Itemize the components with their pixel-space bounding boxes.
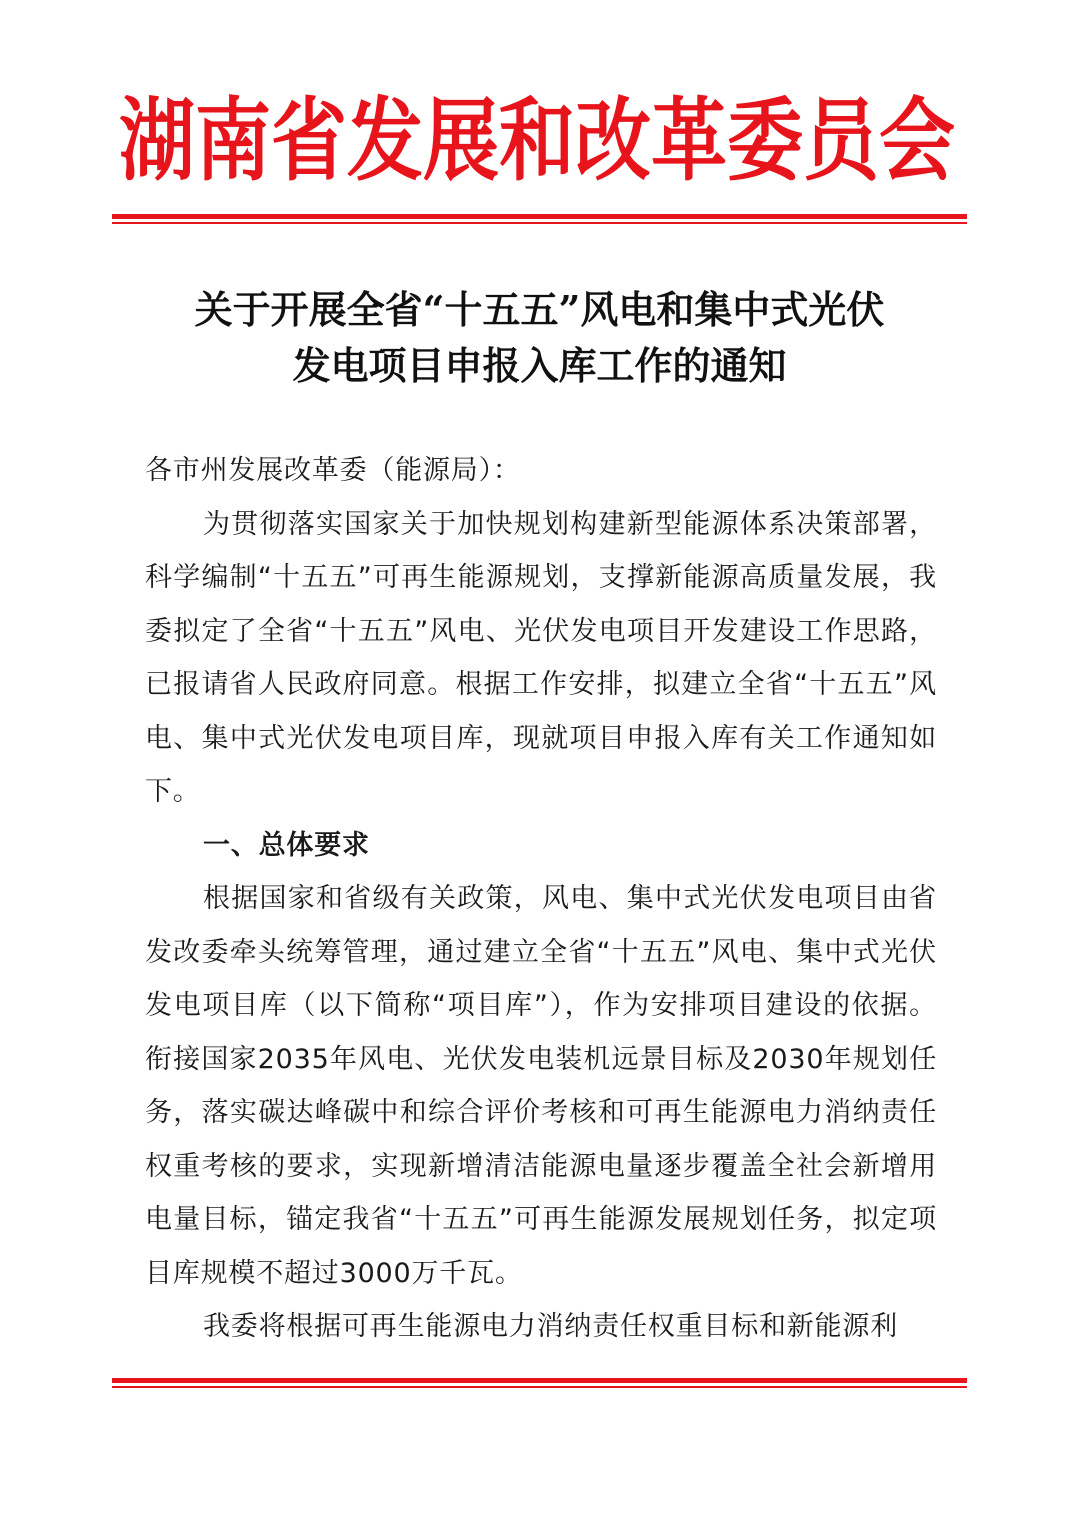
- paragraph-general-requirements: 根据国家和省级有关政策，风电、集中式光伏发电项目由省发改委牵头统筹管理，通过建立全省“十五五”风电、集中式光伏发电项目库（以下简称“项目库”），作为安排项目建设的依据。衔接国家2035年风电、光伏发电装机远景目标及2030年规划任务，落实碳达峰碳中和综合评价考核和可再生能源电力消纳责任权重考核的要求，实现新增清洁能源电量逐步覆盖全社会新增用电量目标，锚定我省“十五五”可再生能源发展规划任务，拟定项目库规模不超过3000万千瓦。: [145, 883, 937, 1289]
- salutation: 各市州发展改革委（能源局）：: [145, 455, 521, 486]
- document-title-line1: 关于开展全省“十五五”风电和集中式光伏: [194, 287, 885, 332]
- header-divider: [112, 214, 967, 224]
- document-title: [112, 282, 967, 394]
- footer-divider-thin: [112, 1386, 967, 1388]
- footer-divider: [112, 1378, 967, 1388]
- document-body: [145, 444, 937, 1354]
- paragraph-continued: 我委将根据可再生能源电力消纳责任权重目标和新能源利: [203, 1311, 898, 1342]
- header-divider-thin: [112, 222, 967, 224]
- section-heading-general-requirements: 一、总体要求: [203, 829, 370, 861]
- document-title-line2: 发电项目申报入库工作的通知: [292, 343, 787, 388]
- paragraph-intro: 为贯彻落实国家关于加快规划构建新型能源体系决策部署，科学编制“十五五”可再生能源规划，支撑新能源高质量发展，我委拟定了全省“十五五”风电、光伏发电项目开发建设工作思路，已报请省人民政府同意。根据工作安排，拟建立全省“十五五”风电、集中式光伏发电项目库，现就项目申报入库有关工作通知如下。: [145, 508, 937, 807]
- masthead: 湖南省发展和改革委员会: [119, 87, 955, 193]
